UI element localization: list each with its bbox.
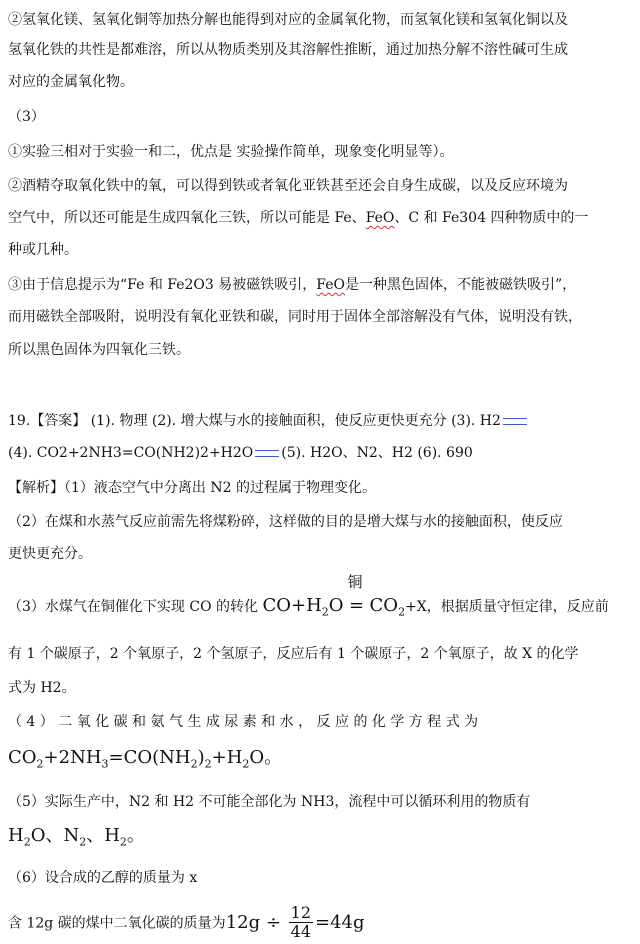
analysis-line: （5）实际生产中，N2 和 H2 不可能全部化为 NH3，流程中可以循环利用的物质有 <box>8 794 531 810</box>
section-label: （3） <box>8 109 45 125</box>
answer-line <box>8 411 529 431</box>
text-span: 空气中，所以还可能是生成四氧化三铁，所以可能是 Fe、 <box>8 210 366 226</box>
analysis-line: 式为 H2。 <box>8 680 76 696</box>
eq-lhs: CO+H <box>262 595 322 616</box>
text-span: 、C 和 Fe304 四种物质中的一 <box>394 210 589 226</box>
analysis-line: 有 1 个碳原子，2 个氧原子，2 个氢原子，反应后有 1 个碳原子，2 个氧原子，故 X 的化学 <box>8 646 579 662</box>
text-span: 是一种黑色固体，不能被磁铁吸引”， <box>344 277 577 293</box>
analysis-line: 【解析】（1）液态空气中分离出 N2 的过程属于物理变化。 <box>8 480 376 496</box>
chemical-equation: $CO_2+2NH_3=CO(NH_2)_2+H_2O$。 <box>8 747 283 771</box>
answer-line <box>8 443 473 463</box>
paragraph-line: 氢氧化铁的共性是都难溶，所以从物质类别及其溶解性推断，通过加热分解不溶性碱可生成 <box>8 42 568 58</box>
answer-text: 19.【答案】 (1). 物理 (2). 增大煤与水的接触面积，使反应更快更充分 (3). H2 <box>8 413 501 429</box>
text-span: +X，根据质量守恒定律，反应前 <box>405 599 609 615</box>
text-span: 含 12g 碳的煤中二氧化碳的质量为 <box>8 915 226 932</box>
text-span: ③由于信息提示为“Fe 和 Fe2O3 易被磁铁吸引， <box>8 277 317 293</box>
paragraph-line: 种或几种。 <box>8 242 78 258</box>
analysis-line: （2）在煤和水蒸气反应前需先将煤粉碎，这样做的目的是增大煤与水的接触面积，使反应 <box>8 514 563 530</box>
analysis-line <box>8 573 609 623</box>
paragraph-line: 而用磁铁全部吸附，说明没有氧化亚铁和碳，同时用于固体全部溶解没有气体，说明没有铁， <box>8 309 582 325</box>
analysis-line: 更快更充分。 <box>8 546 92 562</box>
paragraph-line: ①实验三相对于实验一和二，优点是 实验操作简单，现象变化明显等）。 <box>8 144 454 160</box>
paragraph-line <box>8 208 588 228</box>
answer-text: (4). CO2+2NH3=CO(NH2)2+H2O <box>8 445 254 461</box>
catalyst-label: 铜 <box>347 573 363 591</box>
double-underline-mark <box>255 450 279 457</box>
analysis-line: （6）设合成的乙醇的质量为 x <box>8 870 198 886</box>
paragraph-line: ②氢氧化镁、氢氧化铜等加热分解也能得到对应的金属氧化物，而氢氧化镁和氢氧化铜以及 <box>8 12 568 28</box>
paragraph-line: 所以黑色固体为四氧化三铁。 <box>8 342 190 358</box>
paragraph-line: 对应的金属氧化物。 <box>8 74 134 90</box>
answer-text: (5). H2O、N2、H2 (6). 690 <box>281 445 473 461</box>
text-span: （3）水煤气在铜催化下实现 CO 的转化 <box>8 599 258 615</box>
analysis-line <box>8 904 365 941</box>
spellcheck-word: FeO <box>316 277 345 293</box>
eq-arrow: 铜 = <box>347 573 365 616</box>
paragraph-line: ②酒精夺取氧化铁中的氧，可以得到铁或者氧化亚铁甚至还会自身生成碳，以及反应环境为 <box>8 178 568 194</box>
paragraph-line <box>8 275 576 295</box>
math-expression: 12g ÷ $\frac{12}{44}$ =44g <box>225 903 365 941</box>
chemical-equation: $CO+H_2O$ 铜 = $CO_2$ <box>262 573 406 619</box>
fraction-numerator: 12 <box>290 903 311 922</box>
chemical-formula: $H_2O$、$N_2$、$H_2$。 <box>8 825 145 849</box>
eq-rhs: CO <box>369 595 399 616</box>
double-underline-mark <box>503 418 527 425</box>
analysis-line: （ 4 ） 二 氧 化 碳 和 氨 气 生 成 尿 素 和 水 ， 反 应 的 化 学 方 程 式 为 <box>8 714 479 730</box>
text-span: =44g <box>315 911 365 933</box>
spellcheck-word: FeO <box>365 210 395 226</box>
fraction-denominator: 44 <box>290 922 311 941</box>
fraction <box>289 904 313 941</box>
